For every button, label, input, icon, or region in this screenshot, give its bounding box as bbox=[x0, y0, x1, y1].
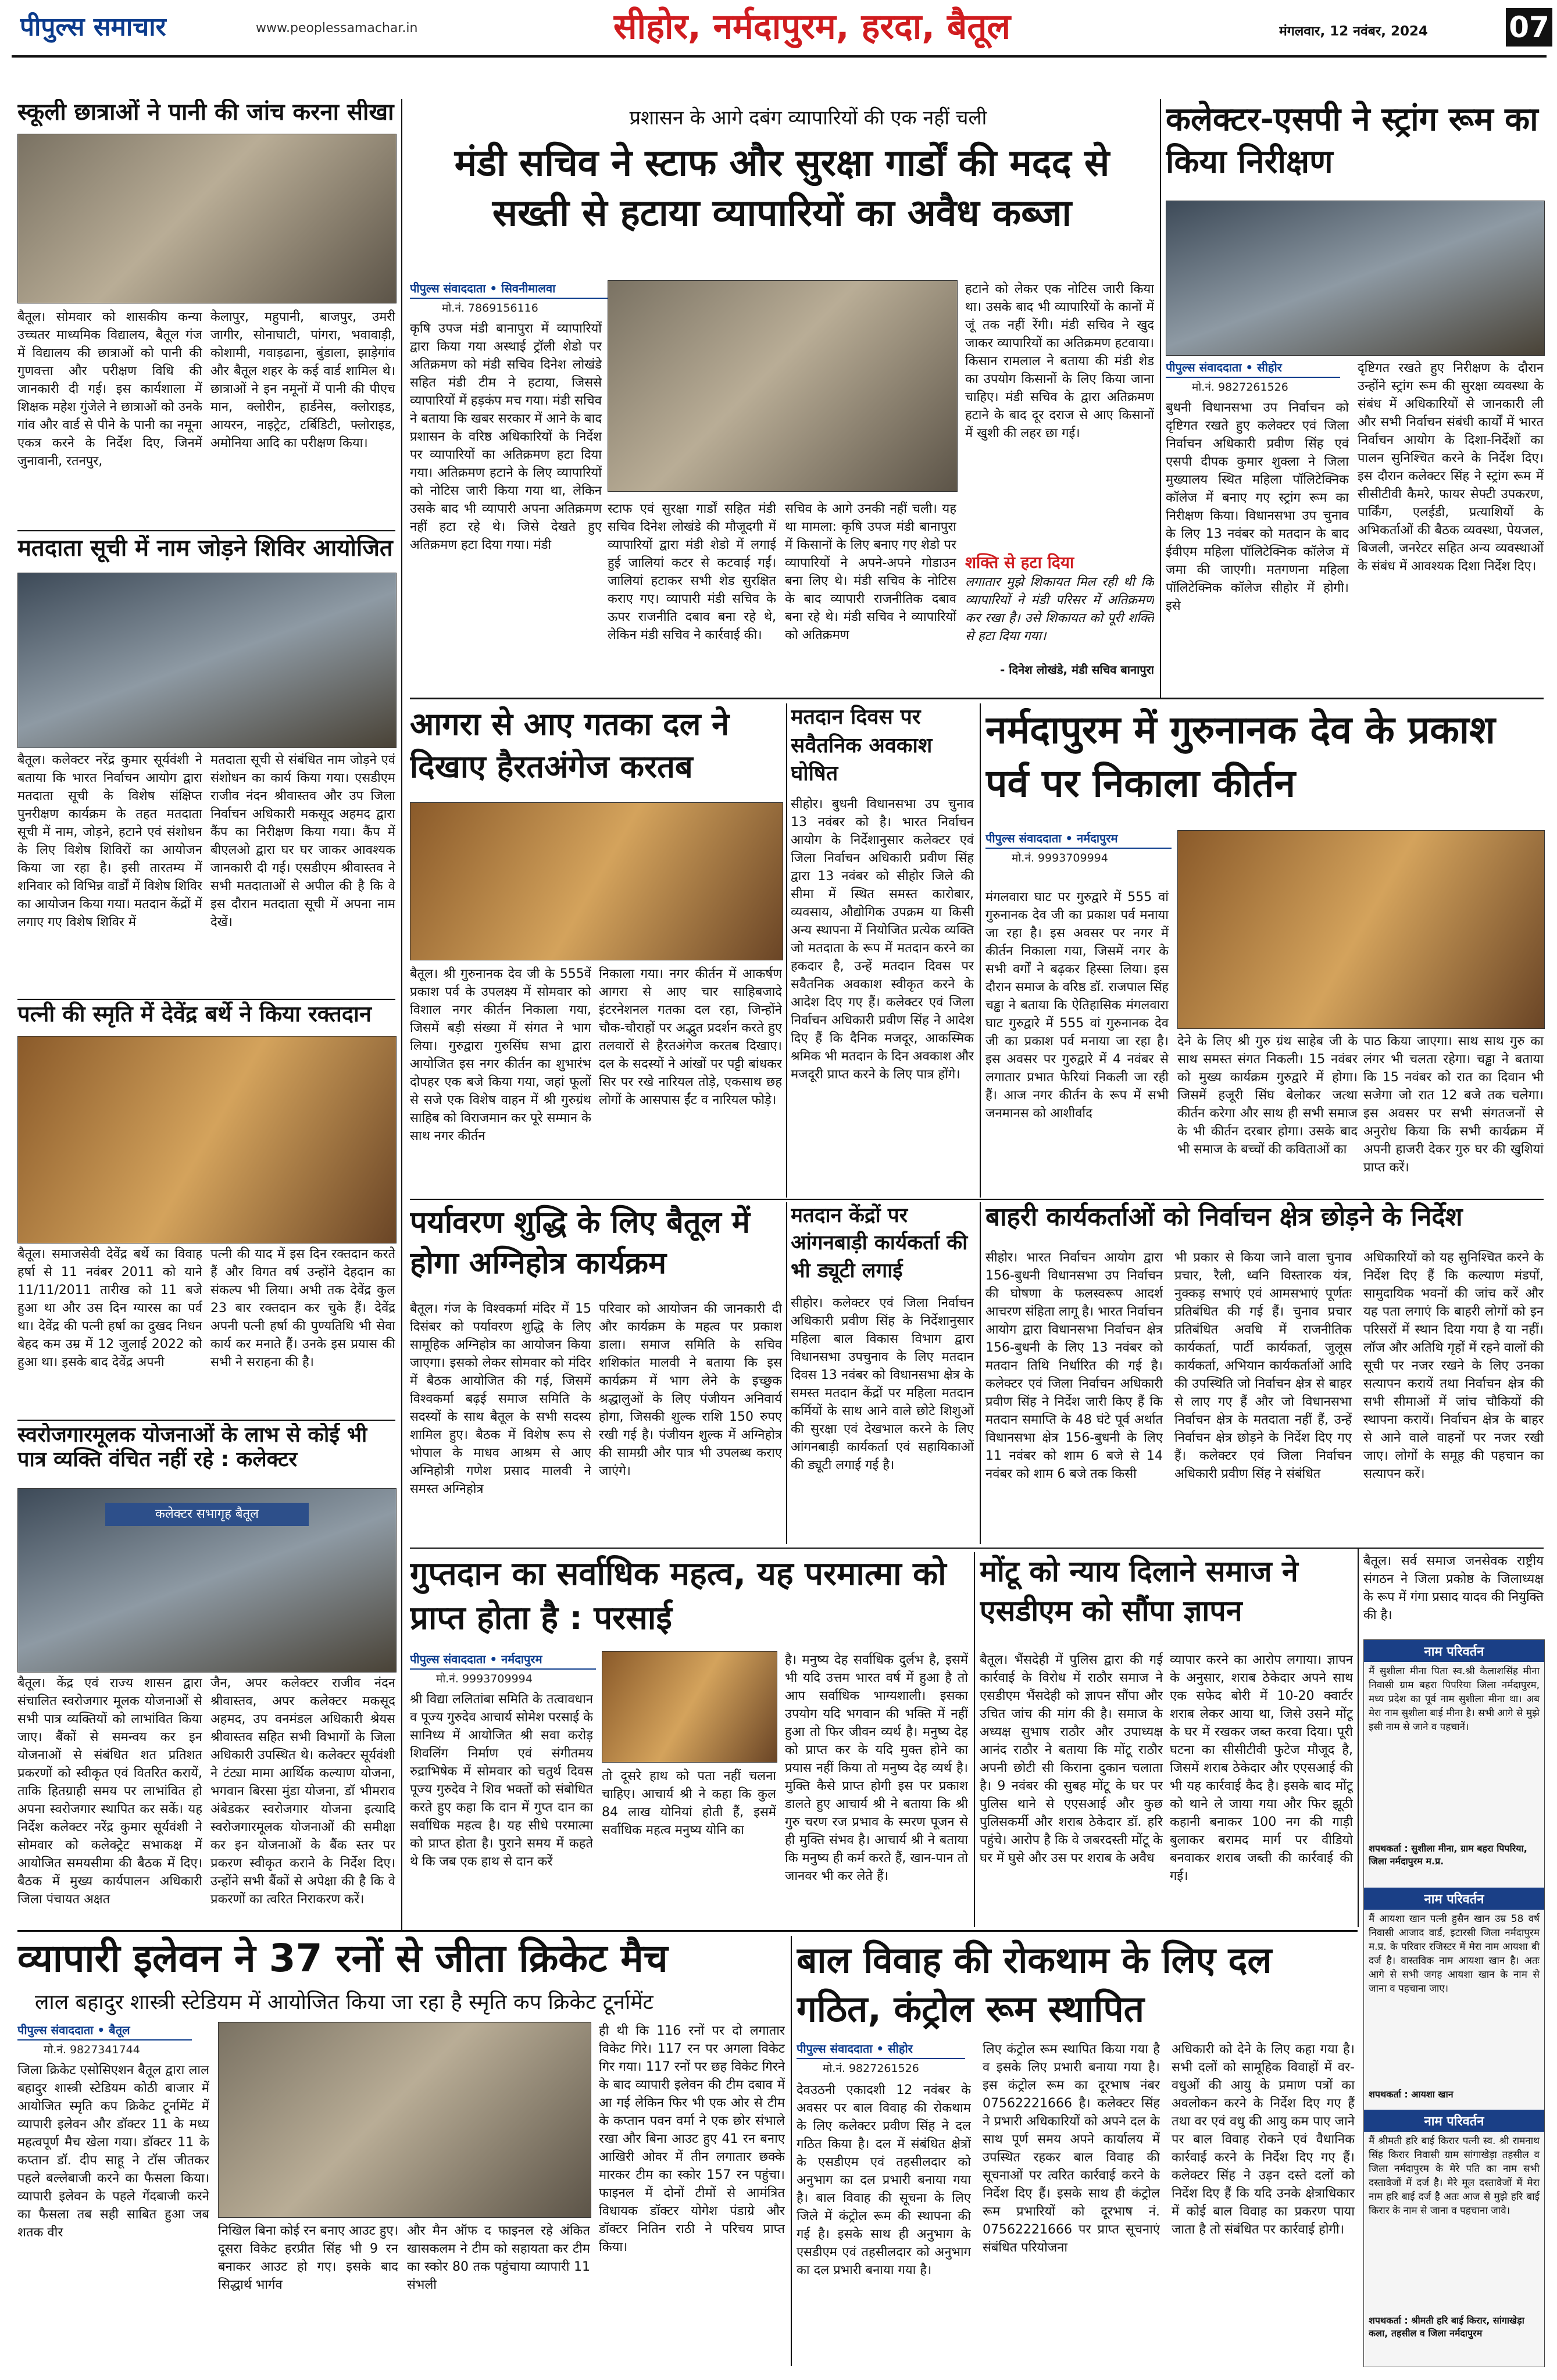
montu-body-2: व्यापार करने का आरोप लगाया। ज्ञापन के अनुसार, शराब ठेकेदार अपने साथ एक सफेद बोरी में 10-20 क्वार्टर शराब लेकर आया था, जिसे उसने मोंटू के घर में रखकर जब्त करवा दिया। पूरी घटना का सीसीटीवी फुटेज मौजूद है, जिसमें शराब ठेकेदार और एएसआई की भी यह कार्रवाई कैद है। इसके बाद मोंटू को थाने ले जाया गया और फिर झूठी कहानी बनाकर 100 नग की गाड़ी बुलाकर बरामद मार्ग पर वीडियो बनवाकर शराब जब्ती की कार्रवाई की गई। bbox=[1170, 1653, 1353, 1884]
site-url[interactable]: www.peoplessamachar.in bbox=[256, 21, 418, 35]
workers-body-1: सीहोर। भारत निर्वाचन आयोग द्वारा 156-बुधनी विधानसभा उप निर्वाचन की घोषणा के फलस्वरूप आदर्श आचरण संहिता लागू है। भारत निर्वाचन आयोग द्वारा विधानसभा निर्वाचन क्षेत्र 156-बुधनी के लिए 13 नवंबर को मतदान तिथि निर्धारित की गई है। कलेक्टर एवं जिला निर्वाचन अधिकारी प्रवीण सिंह ने निर्देश जारी किए हैं कि मतदान समाप्ति के 48 घंटे पूर्व अर्थात विधानसभा क्षेत्र 156-बुधनी के लिए 11 नवंबर को शाम 6 बजे से 14 नवंबर को शाम 6 बजे तक किसी bbox=[985, 1250, 1163, 1481]
childmarriage-body-3: अधिकारी को देने के लिए कहा गया है। सभी दलों को सामूहिक विवाहों में वर-वधुओं की आयु के प्रमाण पत्रों का अवलोकन करने के निर्देश दिए गए हैं तथा वर एवं वधु की आयु कम पाए जाने पर बाल विवाह रोकने एवं वैधानिक कार्रवाई करने के निर्देश दिए गए हैं। कलेक्टर सिंह ने उड़न दस्ते दलों को निर्देश दिए हैं कि यदि उनके क्षेत्राधिकार में कोई बाल विवाह का प्रकरण पाया जाता है तो संबंधित पर कार्रवाई होगी। bbox=[1172, 2042, 1355, 2237]
agra-headline: आगरा से आए गतका दल ने दिखाए हैरतअंगेज करतब bbox=[410, 706, 730, 785]
name-change-notice-2: मैं आयशा खान पत्नी हुसैन खान उम्र 58 वर्ष निवासी आजाद वार्ड, इटारसी जिला नर्मदापुरम म.प्र. के परिवार रजिस्टर में मेरा नाम आयशा बी दर्ज है। वास्तविक नाम आयशा खान है। अतः आगे से सभी जगह आयशा खान के नाम से जाना व पहचाना जाए। bbox=[1369, 1913, 1540, 1995]
divider bbox=[410, 698, 1544, 699]
mandi-kicker: प्रशासन के आगे दबंग व्यापारियों की एक नहीं चली bbox=[629, 106, 987, 130]
workers-headline: बाहरी कार्यकर्ताओं को निर्वाचन क्षेत्र छोड़ने के निर्देश bbox=[985, 1202, 1463, 1232]
gupt-body-1: श्री विद्या ललितांबा समिति के तत्वावधान व पूज्य गुरुदेव आचार्य सोमेश परसाई के सानिध्य में आयोजित श्री सवा करोड़ शिवलिंग निर्माण एवं संगीतमय रुद्राभिषेक में सोमवार को चतुर्थ दिवस पूज्य गुरुदेव ने शिव भक्तों को संबोधित करते हुए कहा कि दान में गुप्त दान का सर्वाधिक महत्व है। यह सीधे परमात्मा को प्राप्त होता है। पुराने समय में कहते थे कि जब एक हाथ से दान करें bbox=[410, 1692, 593, 1869]
divider bbox=[17, 530, 395, 531]
mandi-headline: मंडी सचिव ने स्टाफ और सुरक्षा गार्डों की मदद से सख्ती से हटाया व्यापारियों का अवैध कब्जा bbox=[454, 142, 1110, 235]
montu-headline: मोंटू को न्याय दिलाने समाज ने एसडीएम को सौंपा ज्ञापन bbox=[980, 1554, 1298, 1628]
voter-photo bbox=[17, 573, 397, 748]
mandi-quote-title: शक्ति से हटा दिया bbox=[965, 553, 1074, 572]
childmarriage-body-2: लिए कंट्रोल रूम स्थापित किया गया है व इसके लिए प्रभारी बनाया गया है। इस कंट्रोल रूम का दूरभाष नंबर 07562221666 है। कलेक्टर सिंह ने प्रभारी अधिकारियों को अपने दल के साथ पूर्ण समय अपने कार्यालय में उपस्थित रहकर बाल विवाह की सूचनाओं पर त्वरित कार्रवाई करने के निर्देश दिए हैं। इसके साथ ही कंट्रोल रूम प्रभारियों को दूरभाष नं. 07562221666 पर प्राप्त सूचनाएं संबंधित परियोजना bbox=[983, 2042, 1160, 2255]
masthead-rule bbox=[12, 55, 1547, 58]
name-change-title-2: नाम परिवर्तन bbox=[1364, 1888, 1544, 1910]
column-rule bbox=[791, 1936, 792, 2366]
strongroom-body-2: दृष्टिगत रखते हुए निरीक्षण के दौरान उन्होंने स्ट्रांग रूम की सुरक्षा व्यवस्था के संबंध में अधिकारियों से जानकारी ली और सभी निर्वाचन संबंधी कार्यों में भारत निर्वाचन आयोग के दिशा-निर्देशों का पालन सुनिश्चित करने के निर्देश दिए। इस दौरान कलेक्टर सिंह ने स्ट्रांग रूम में सीसीटीवी कैमरे, फायर सेफ्टी उपकरण, पार्किंग, एलईडी, प्रत्याशियों के अभिकर्ताओं की बैठक व्यवस्था, पेयजल, बिजली, जनरेटर सहित अन्य व्यवस्थाओं के संबंध में आवश्यक दिशा निर्देश दिए। bbox=[1358, 361, 1544, 574]
column-rule bbox=[786, 1202, 787, 1544]
column-rule bbox=[980, 703, 981, 1198]
section-title: सीहोर, नर्मदापुरम, हरदा, बैतूल bbox=[613, 6, 1011, 47]
childmarriage-headline: बाल विवाह की रोकथाम के लिए दल गठित, कंट्रोल रूम स्थापित bbox=[797, 1939, 1272, 2030]
kirtan-mobile: मो.नं. 9993709994 bbox=[1012, 852, 1108, 864]
name-change-sign-3: शपथकर्ता : श्रीमती हरि बाई किरार, सांगाखेड़ा कला, तहसील व जिला नर्मदापुरम bbox=[1369, 2315, 1524, 2339]
divider bbox=[410, 1199, 1544, 1200]
blood-headline: पत्नी की स्मृति में देवेंद्र बर्थे ने किया रक्तदान bbox=[17, 1001, 372, 1027]
mandi-quote-by: - दिनेश लोखंडे, मंडी सचिव बानापुरा bbox=[1000, 663, 1154, 677]
school-body-1: बैतूल। सोमवार को शासकीय कन्या उच्चतर माध्यमिक विद्यालय, बैतूल गंज में विद्यालय की छात्राओं को पानी की गुणवत्ता और परीक्षण विधि की जानकारी दी गई। इस कार्यशाला में शिक्षक महेश गुंजेले ने छात्राओं को उनके गांव और वार्ड से पीने के पानी का नमूना एकत्र करने के निर्देश दिए, जिनमें जुनावानी, रतनपुर, bbox=[17, 310, 202, 469]
selfemp-body-2: जैन, अपर कलेक्टर राजीव नंदन श्रीवास्तव, अपर कलेक्टर मकसूद अहमद, उप वनमंडल अधिकारी श्रेयस श्रीवास्तव सहित सभी विभागों के जिला अधिकारी उपस्थित थे। कलेक्टर सूर्यवंशी ने टंट्या मामा आर्थिक कल्याण योजना, भगवान बिरसा मुंडा योजना, डॉ भीमराव अंबेडकर स्वरोजगार योजना इत्यादि स्वरोजगारमूलक योजनाओं की समीक्षा कर इन योजनाओं के बैंक स्तर पर प्रकरण स्वीकृत कराने के निर्देश दिए। उन्होंने सभी बैंकों से अपेक्षा की है कि वे प्रकरणों का त्वरित निराकरण करें। bbox=[210, 1676, 395, 1907]
anganwadi-body: सीहोर। कलेक्टर एवं जिला निर्वाचन अधिकारी प्रवीण सिंह के निर्देशानुसार महिला बाल विकास विभाग द्वारा विधानसभा उपचुनाव के लिए मतदान दिवस 13 नवंबर को विधानसभा क्षेत्र के समस्त मतदान केंद्रों पर महिला मतदान कर्मियों के साथ आने वाले छोटे शिशुओं की सुरक्षा एवं देखभाल करने के लिए आंगनबाड़ी कार्यकर्ता एवं सहायिकाओं की ड्यूटी लगाई गई है। bbox=[791, 1296, 974, 1473]
mandi-photo bbox=[608, 280, 958, 492]
selfemp-headline: स्वरोजगारमूलक योजनाओं के लाभ से कोई भी पात्र व्यक्ति वंचित नहीं रहे : कलेक्टर bbox=[17, 1423, 367, 1472]
school-body-2: केलापुर, महुपानी, बाजपुर, उमरी जागीर, सोनाघाटी, पांगरा, भवावाड़ी, कोशामी, गवाड़ढाना, बुंडाला, झाड़ेगांव और बैतूल शहर के कई वार्ड शामिल थे। छात्राओं ने इन नमूनों में पानी की पीएच मान, क्लोरीन, हार्डनेस, क्लोराइड, आयरन, नाइट्रेट, टर्बिडिटी, फ्लोराइड, अमोनिया आदि का परीक्षण किया। bbox=[210, 310, 395, 451]
blood-photo bbox=[17, 1036, 397, 1243]
cricket-body-1: जिला क्रिकेट एसोसिएशन बैतूल द्वारा लाल बहादुर शास्त्री स्टेडियम कोठी बाजार में आयोजित स्मृति कप क्रिकेट टूर्नामेंट में व्यापारी इलेवन और डॉक्टर 11 के मध्य महत्वपूर्ण मैच खेला गया। डॉक्टर 11 के कप्तान डॉ. दीप साहू ने टॉस जीतकर पहले बल्लेबाजी करने का फैसला किया। व्यापारी इलेवन के पहले गेंदबाजी करने का फैसला तब सही साबित हुआ जब शतक वीर bbox=[17, 2063, 209, 2240]
agra-body-2: निकाला गया। नगर कीर्तन में आकर्षण आगरा से आए चार साहिबजादे इंटरनेशनल गतका दल रहा, जिन्होंने चौक-चौराहों पर अद्भुत प्रदर्शन करते हुए तलवारों से हैरतअंगेज करतब दिखाए। दल के सदस्यों ने आंखों पर पट्टी बांधकर सिर पर रखे नारियल तोड़े, एकसाथ छह लोगों के आसपास ईंट व नारियल फोड़े। bbox=[599, 967, 782, 1107]
cricket-byline: पीपुल्स संवाददाता • बैतूल bbox=[17, 2022, 192, 2040]
gupt-photo bbox=[602, 1651, 777, 1763]
leave-body: सीहोर। बुधनी विधानसभा उप चुनाव 13 नवंबर को है। भारत निर्वाचन आयोग के निर्देशानुसार कलेक्टर एवं जिला निर्वाचन अधिकारी प्रवीण सिंह द्वारा 13 नवंबर को सीहोर जिले की सीमा में स्थित समस्त कारोबार, व्यवसाय, औद्योगिक उपक्रम या किसी अन्य स्थापना में नियोजित प्रत्येक व्यक्ति जो मतदाता के रूप में मतदान करने का हकदार है, उन्हें मतदान दिवस पर सवैतनिक अवकाश स्वीकृत करने के आदेश दिए गए हैं। कलेक्टर एवं जिला निर्वाचन अधिकारी प्रवीण सिंह ने आदेश दिए हैं कि दैनिक मजदूर, आकस्मिक श्रमिक भी मतदान के दिन अवकाश और मजदूरी प्राप्त करने के लिए पात्र होंगे। bbox=[791, 797, 974, 1082]
nirdesh-body: बैतूल। सर्व समाज जनसेवक राष्ट्रीय संगठन ने जिला प्रकोष्ठ के जिलाध्यक्ष के रूप में गंगा प्रसाद यादव की नियुक्ति की है। bbox=[1363, 1554, 1544, 1623]
selfemp-photo bbox=[17, 1488, 397, 1673]
gupt-caption: तो दूसरे हाथ को पता नहीं चलना चाहिए। आचार्य श्री ने कहा कि कुल 84 लाख योनियां होती हैं, इसमें सर्वाधिक महत्व मनुष्य योनि का bbox=[602, 1769, 776, 1838]
cricket-body-2: ही थी कि 116 रनों पर दो लगातार विकेट गिरे। 117 रन पर अगला विकेट गिर गया। 117 रनों पर छह विकेट गिरने के बाद व्यापारी इलेवन की टीम दबाव में आ गई लेकिन फिर भी एक ओर से टीम के कप्तान पवन वर्मा ने एक छोर संभाले रखा और बिना आउट हुए 41 रन बनाए आखिरी ओवर में तीन लगातार छक्के मारकर टीम का स्कोर 157 रन पहुंचा। फाइनल में दोनों टीमों से आमंत्रित विधायक डॉक्टर योगेश पंडाग्रे और डॉक्टर नितिन राठी ने परिचय प्राप्त किया। bbox=[599, 2024, 785, 2254]
name-change-sign-2: शपथकर्ता : आयशा खान bbox=[1369, 2089, 1454, 2100]
column-rule bbox=[1160, 99, 1161, 698]
column-rule bbox=[1358, 1548, 1359, 1927]
school-headline: स्कूली छात्राओं ने पानी की जांच करना सीखा bbox=[17, 99, 394, 126]
kirtan-byline: पीपुल्स संवाददाता • नर्मदापुरम bbox=[985, 830, 1172, 849]
column-rule bbox=[786, 703, 787, 1198]
paper-logo: पीपुल्स समाचार bbox=[20, 12, 166, 42]
column-rule bbox=[401, 99, 402, 1930]
divider bbox=[17, 1420, 395, 1421]
mandi-body-1: कृषि उपज मंडी बानापुरा में व्यापारियों द्वारा किया गया अस्थाई ट्रॉली शेडो पर अतिक्रमण को मंडी सचिव दिनेश लोखंडे सहित मंडी टीम ने हटाया, जिससे व्यापारियों में हड़कंप मच गया। मंडी सचिव ने बताया कि खबर सरकार में आने के बाद प्रशासन के वरिष्ठ अधिकारियों के निर्देश पर व्यापारियों का अतिक्रमण हटा दिया गया। अतिक्रमण हटाने के लिए व्यापारियों को नोटिस जारी किया गया था, लेकिन उसके बाद भी व्यापारी अपना अतिक्रमण नहीं हटा रहे थे। जिसे देखते हुए अतिक्रमण हटा दिया गया। मंडी bbox=[410, 321, 602, 552]
leave-headline: मतदान दिवस पर सवैतनिक अवकाश घोषित bbox=[791, 705, 933, 786]
cricket-caption: निखिल बिना कोई रन बनाए आउट हुए। दूसरा विकेट हरप्रीत सिंह भी 9 रन बनाकर आउट हो गए। इसके बाद सिद्धार्थ भार्गव bbox=[218, 2224, 398, 2292]
cricket-photo bbox=[218, 2022, 591, 2218]
cricket-subhead: लाल बहादुर शास्त्री स्टेडियम में आयोजित किया जा रहा है स्मृति कप क्रिकेट टूर्नामेंट bbox=[35, 1991, 653, 2014]
gupt-mobile: मो.नं. 9993709994 bbox=[436, 1673, 533, 1685]
strongroom-photo bbox=[1166, 201, 1545, 356]
gupt-headline: गुप्तदान का सर्वाधिक महत्व, यह परमात्मा को प्राप्त होता है : परसाई bbox=[410, 1555, 947, 1637]
agra-body-1: बैतूल। श्री गुरुनानक देव जी के 555वें प्रकाश पर्व के उपलक्ष्य में सोमवार को विशाल नगर कीर्तन निकाला गया, जिसमें बड़ी संख्या में संगत ने भाग लिया। गुरुद्वारा गुरुसिंघ सभा द्वारा आयोजित इस नगर कीर्तन का शुभारंभ दोपहर एक बजे किया गया, जहां फूलों से सजे एक विशेष वाहन में श्री गुरुग्रंथ साहिब को विराजमान कर पूरे सम्मान के साथ नगर कीर्तन bbox=[410, 967, 591, 1143]
strongroom-byline: पीपुल्स संवाददाता • सीहोर bbox=[1166, 359, 1340, 378]
cricket-body-3: और मैन ऑफ द फाइनल रहे अंकित खासकलम ने टीम को सहायता कर टीम का स्कोर 80 तक पहुंचाया व्यापारी 11 संभली bbox=[407, 2224, 590, 2292]
column-rule bbox=[974, 1552, 975, 1927]
voter-headline: मतदाता सूची में नाम जोड़ने शिविर आयोजित bbox=[17, 535, 393, 562]
agnihotra-body-1: बैतूल। गंज के विश्वकर्मा मंदिर में 15 दिसंबर को पर्यावरण शुद्धि के लिए सामूहिक अग्निहोत्र का आयोजन किया जाएगा। इसको लेकर सोमवार को मंदिर में बैठक आयोजित की गई, जिसमें विश्वकर्मा बढ़ई समाज समिति के सदस्यों के साथ बैतूल के सभी सदस्य शामिल हुए। बैठक में विशेष रूप से भोपाल के माधव आश्रम से आए अग्निहोत्री गणेश प्रसाद मालवी ने समस्त अग्निहोत्र bbox=[410, 1302, 591, 1496]
childmarriage-mobile: मो.नं. 9827261526 bbox=[823, 2062, 919, 2075]
mandi-mobile: मो.नं. 7869156116 bbox=[442, 302, 538, 315]
mandi-body-3: हटाने को लेकर एक नोटिस जारी किया था। उसके बाद भी व्यापारियों के कानों में जूं तक नहीं रेंगी। मंडी सचिव ने खुद जाकर व्यापारियों का अतिक्रमण हटवाया। किसान रामलाल ने बताया की मंडी शेड का उपयोग किसानों के लिए किया जाना चाहिए। मंडी सचिव के द्वारा अतिक्रमण हटाने के बाद दूर दराज से आए किसानों में खुशी की लहर छा गई। bbox=[965, 282, 1154, 441]
school-photo bbox=[17, 134, 397, 303]
gupt-body-2: है। मनुष्य देह सर्वाधिक दुर्लभ है, इसमें भी यदि उत्तम भारत वर्ष में हुआ है तो आप सर्वाधिक भाग्यशाली। इसका उपयोग यदि भगवान की भक्ति में नहीं हुआ तो फिर जीवन व्यर्थ है। मनुष्य देह को प्राप्त कर के यदि मुक्त होने का प्रयास नहीं किया तो मनुष्य देह व्यर्थ है। मुक्ति कैसे प्राप्त होगी इस पर प्रकाश डालते हुए आचार्य श्री ने बताया कि श्री गुरु चरण रज प्रभाव के स्मरण पूजन से ही मुक्ति संभव है। आचार्य श्री ने बताया कि मनुष्य ही कर्म करते हैं, खान-पान तो जानवर भी कर लेते हैं। bbox=[785, 1653, 968, 1884]
voter-body-2: मतदाता सूची से संबंधित नाम जोड़ने एवं संशोधन का कार्य किया गया। एसडीएम राजीव नंदन श्रीवास्तव और उप जिला निर्वाचन अधिकारी मकसूद अहमद द्वारा कैंप का निरीक्षण किया गया। कैंप में बीएलओ द्वारा घर घर जाकर आवश्यक जानकारी दी गई। एसडीएम श्रीवास्तव ने सभी मतदाताओं से अपील की है कि वे इस दौरान मतदाता सूची में अपना नाम देखें। bbox=[210, 753, 395, 930]
name-change-title-3: नाम परिवर्तन bbox=[1364, 2110, 1544, 2132]
selfemp-body-1: बैतूल। केंद्र एवं राज्य शासन द्वारा संचालित स्वरोजगार मूलक योजनाओं से सभी पात्र व्यक्तियों को लाभांवित किया जाए। बैंकों से समन्वय कर इन योजनाओं से संबंधित शत प्रतिशत प्रकरणों को स्वीकृत एवं वितरित करायें, ताकि हितग्राही समय पर लाभांवित हो अपना स्वरोजगार स्थापित कर सकें। यह निर्देश कलेक्टर नरेंद्र कुमार सूर्यवंशी ने सोमवार को कलेक्ट्रेट सभाकक्ष में आयोजित समयसीमा की बैठक में दिए। बैठक में मुख्य कार्यपालन अधिकारी जिला पंचायत अक्षत bbox=[17, 1676, 202, 1907]
kirtan-body-1: मंगलवारा घाट पर गुरुद्वारे में 555 वां गुरुनानक देव जी का प्रकाश पर्व मनाया जा रहा है। इस अवसर पर नगर में कीर्तन निकाला गया, जिसमें नगर के सभी वर्गों ने बढ़कर हिस्सा लिया। इस दौरान समाज के वरिष्ठ डॉ. राजपाल सिंह चड्ढा ने बताया कि ऐतिहासिक मंगलवारा घाट गुरुद्वारे में 555 वां गुरुनानक देव जी का प्रकाश पर्व मनाया जा रहा है। इस अवसर पर गुरुद्वारे में 4 नवंबर से लगातार प्रभात फेरियां निकली जा रही हैं। आज नगर कीर्तन के रूप में सभी जनमानस को आशीर्वाद bbox=[985, 890, 1169, 1121]
name-change-box bbox=[1363, 1639, 1545, 2367]
cricket-mobile: मो.नं. 9827341744 bbox=[44, 2043, 140, 2056]
name-change-notice-3: मैं श्रीमती हरि बाई किरार पत्नी स्व. श्री रामनाथ सिंह किरार निवासी ग्राम सांगाखेड़ा तहसील व जिला नर्मदापुरम के मेरे पति का नाम सभी दस्तावेजों में दर्ज है। मेरे मूल दस्तावेजों में मेरा नाम हरि बाई दर्ज है अतः आज से मुझे हरि बाई किरार के नाम से जाना व पहचाना जावे। bbox=[1369, 2135, 1540, 2217]
name-change-sign-1: शपथकर्ता : सुशीला मीना, ग्राम बहरा पिपरिया, जिला नर्मदापुरम म.प्र. bbox=[1369, 1843, 1527, 1867]
issue-date: मंगलवार, 12 नवंबर, 2024 bbox=[1279, 24, 1429, 39]
mandi-caption: स्टाफ एवं सुरक्षा गार्डों सहित मंडी सचिव दिनेश लोखंडे की मौजूदगी में व्यापारियों द्वारा मंडी शेडो में लगाई हुई जालियां कटर से कटवाई गईं। जालियां हटाकर सभी शेड सुरक्षित कराए गए। व्यापारी मंडी सचिव के ऊपर राजनीति दबाव बना रहे थे, लेकिन मंडी सचिव ने कार्रवाई की। bbox=[608, 502, 776, 642]
workers-body-3: अधिकारियों को यह सुनिश्चित करने के निर्देश दिए हैं कि कल्याण मंडपों, सामुदायिक भवनों की जांच करें और यह पता लगाएं कि बाहरी लोगों को इन परिसरों में स्थान दिया गया है या नहीं। लॉज और अतिथि गृहों में रहने वालों की सूची पर नजर रखने के लिए उनका सत्यापन करायें तथा निर्वाचन क्षेत्र की सभी सीमाओं में जांच चौकियों की स्थापना करायें। निर्वाचन क्षेत्र के बाहर से आने वाले वाहनों पर नजर रखी जाए। लोगों के समूह की पहचान का सत्यापन करें। bbox=[1363, 1250, 1544, 1481]
cricket-headline: व्यापारी इलेवन ने 37 रनों से जीता क्रिकेट मैच bbox=[17, 1936, 668, 1981]
anganwadi-headline: मतदान केंद्रों पर आंगनबाड़ी कार्यकर्ता की भी ड्यूटी लगाई bbox=[791, 1204, 968, 1282]
kirtan-headline: नर्मदापुरम में गुरुनानक देव के प्रकाश पर्व पर निकाला कीर्तन bbox=[985, 707, 1495, 806]
divider bbox=[17, 999, 395, 1000]
divider bbox=[17, 1930, 1358, 1932]
mandi-quote: लगातार मुझे शिकायत मिल रही थी कि व्यापारियों ने मंडी परिसर में अतिक्रमण कर रखा है। उसे शिकायत को पूरी शक्ति से हटा दिया गया। bbox=[965, 575, 1154, 644]
voter-body-1: बैतूल। कलेक्टर नरेंद्र कुमार सूर्यवंशी ने बताया कि भारत निर्वाचन आयोग द्वारा मतदाता सूची के विशेष संक्षिप्त पुनरीक्षण कार्यक्रम के तहत मतदाता सूची में नाम, जोड़ने, हटाने एवं संशोधन के लिए विशेष शिविरों का आयोजन किया जा रहा है। इसी तारतम्य में शनिवार को विभिन्न वार्डों में विशेष शिविर का आयोजन किया गया। मतदान केंद्रों में लगाए गए विशेष शिविर में bbox=[17, 753, 202, 930]
strongroom-mobile: मो.नं. 9827261526 bbox=[1192, 381, 1288, 394]
name-change-title-1: नाम परिवर्तन bbox=[1364, 1640, 1544, 1662]
divider bbox=[410, 1548, 1544, 1549]
strongroom-body-1: बुधनी विधानसभा उप निर्वाचन को दृष्टिगत रखते हुए कलेक्टर एवं जिला निर्वाचन अधिकारी प्रवीण सिंह एवं एसपी दीपक कुमार शुक्ला ने जिला मुख्यालय स्थित महिला पॉलिटेक्निक कॉलेज में बनाए गए स्ट्रांग रूम का निरीक्षण किया। विधानसभा उप चुनाव के लिए 13 नवंबर को मतदान के बाद ईवीएम महिला पॉलिटेक्निक कॉलेज में जमा की जाएगी। मतगणना महिला पॉलिटेक्निक कॉलेज सीहोर में होगी। इसे bbox=[1166, 401, 1349, 613]
agnihotra-headline: पर्यावरण शुद्धि के लिए बैतूल में होगा अग्निहोत्र कार्यक्रम bbox=[410, 1205, 750, 1281]
blood-body-2: पत्नी की याद में इस दिन रक्तदान करते हैं और विगत वर्ष उन्होंने देहदान का संकल्प भी लिया। अभी तक देवेंद्र कुल 23 बार रक्तदान कर चुके हैं। देवेंद्र अपनी पत्नी हर्षा की पुण्यतिथि भी सेवा कार्य कर मनाते हैं। उनके इस प्रयास की सभी ने सराहना की है। bbox=[210, 1247, 395, 1370]
montu-body-1: बैतूल। भैंसदेही में पुलिस द्वारा की गई कार्रवाई के विरोध में राठौर समाज ने एसडीएम भैंसदेही को ज्ञापन सौंपा और उचित जांच की मांग की है। समाज के अध्यक्ष सुभाष राठौर और उपाध्यक्ष आनंद राठौर ने बताया कि मोंटू राठौर अपनी छोटी सी किराना दुकान चलाता है। 9 नवंबर की सुबह मोंटू के घर पर पुलिस थाने से एएसआई और कुछ पुलिसकर्मी और शराब ठेकेदार डॉ. हरि पहुंचे। आरोप है कि वे जबरदस्ती मोंटू के घर में घुसे और उस पर शराब के अवैध bbox=[980, 1653, 1163, 1866]
kirtan-body-2: देने के लिए श्री गुरु ग्रंथ साहेब जी के साथ समस्त संगत निकली। 15 नवंबर को मुख्य कार्यक्रम गुरुद्वारे में होगा। जिसमें हजूरी सिंघ बेलोकर जत्था कीर्तन करेगा और साथ ही सभी समाज के भी कीर्तन दरबार होगा। उसके बाद भी समाज के बच्चों की कविताओं का bbox=[1177, 1034, 1358, 1157]
workers-body-2: भी प्रकार से किया जाने वाला चुनाव प्रचार, रैली, ध्वनि विस्तारक यंत्र, नुक्कड़ सभाएं एवं आमसभाएं पूर्णतः प्रतिबंधित की गई हैं। चुनाव प्रचार प्रतिबंधित अवधि में राजनीतिक कार्यकर्ता, पार्टी कार्यकर्ता, जुलूस कार्यकर्ता, अभियान कार्यकर्ताओं आदि की उपस्थिति जो निर्वाचन क्षेत्र से बाहर से लाए गए हैं और जो विधानसभा निर्वाचन क्षेत्र के मतदाता नहीं हैं, उन्हें निर्वाचन क्षेत्र छोड़ने के निर्देश दिए गए हैं। कलेक्टर एवं जिला निर्वाचन अधिकारी प्रवीण सिंह ने संबंधित bbox=[1174, 1250, 1352, 1481]
page-number: 07 bbox=[1506, 8, 1552, 47]
selfemp-photo-sign: कलेक्टर सभागृह बैतूल bbox=[105, 1503, 309, 1526]
gupt-byline: पीपुल्स संवाददाता • नर्मदापुरम bbox=[410, 1651, 596, 1670]
name-change-notice-1: मैं सुशीला मीना पिता स्व.श्री कैलाशसिंह मीना निवासी ग्राम बहरा पिपरिया जिला नर्मदापुरम, मध्य प्रदेश का पूर्व नाम सुशीला मीना था। अब मेरा नाम सुशीला बाई मीना है। सभी आगे से मुझे इसी नाम से जाने व पहचानें। bbox=[1369, 1666, 1540, 1733]
masthead bbox=[0, 0, 1557, 55]
childmarriage-body-1: देवउठनी एकादशी 12 नवंबर के अवसर पर बाल विवाह की रोकथाम के लिए कलेक्टर प्रवीण सिंह ने दल गठित किया है। दल में संबंधित क्षेत्रों के एसडीएम एवं तहसीलदार को अनुभाग का दल प्रभारी बनाया गया है। बाल विवाह की सूचना के लिए जिले में कंट्रोल रूम की स्थापना की गई है। इसके साथ ही अनुभाग के एसडीएम एवं तहसीलदार को अनुभाग का दल प्रभारी बनाया गया है। bbox=[797, 2083, 971, 2278]
strongroom-headline: कलेक्टर-एसपी ने स्ट्रांग रूम का किया निरीक्षण bbox=[1166, 101, 1538, 181]
kirtan-body-3: पाठ किया जाएगा। साथ साथ गुरु का लंगर भी चलता रहेगा। चड्ढा ने बताया कि 15 नवंबर को रात का दिवान भी सजेगा जो रात 12 बजे तक चलेगा। इस अवसर पर सभी संगतजनों से अनुरोध किया कि सभी कार्यक्रम में अपनी हाजरी देकर गुरु घर की खुशियां प्राप्त करें। bbox=[1363, 1034, 1544, 1175]
kirtan-photo bbox=[1177, 830, 1545, 1029]
agnihotra-body-2: परिवार को आयोजन की जानकारी दी और कार्यक्रम के महत्व पर प्रकाश डाला। समाज समिति के सचिव शशिकांत मालवी ने बताया कि इस कार्यक्रम में भाग लेने के इच्छुक श्रद्धालुओं के लिए पंजीयन अनिवार्य होगा, जिसकी शुल्क राशि 150 रुपए रखी गई है। पंजीयन शुल्क में अग्निहोत्र की सामग्री और पात्र भी उपलब्ध कराए जाएंगे। bbox=[599, 1302, 782, 1478]
mandi-byline: पीपुल्स संवाददाता • सिवनीमालवा bbox=[410, 280, 608, 299]
blood-body-1: बैतूल। समाजसेवी देवेंद्र बर्थे का विवाह हर्षा से 11 नवंबर 2011 को याने 11/11/2011 तारीख को 11 बजे हुआ था और उस दिन ग्यारस का पर्व था। देवेंद्र की पत्नी हर्षा का दुखद निधन बेहद कम उम्र में 12 जुलाई 2022 को हुआ था। इसके बाद देवेंद्र अपनी bbox=[17, 1247, 202, 1370]
agra-photo bbox=[410, 802, 783, 960]
childmarriage-byline: पीपुल्स संवाददाता • सीहोर bbox=[797, 2040, 965, 2059]
mandi-body-2: सचिव के आगे उनकी नहीं चली। यह था मामला: कृषि उपज मंडी बानापुरा में किसानों के लिए बनाए गए शेडो पर व्यापारियों ने अपने-अपने गोडाउन बना लिए थे। मंडी सचिव के नोटिस के बाद व्यापारी राजनीतिक दबाव बना रहे थे। मंडी सचिव ने व्यापारियों को अतिक्रमण bbox=[785, 502, 956, 642]
column-rule bbox=[980, 1202, 981, 1544]
